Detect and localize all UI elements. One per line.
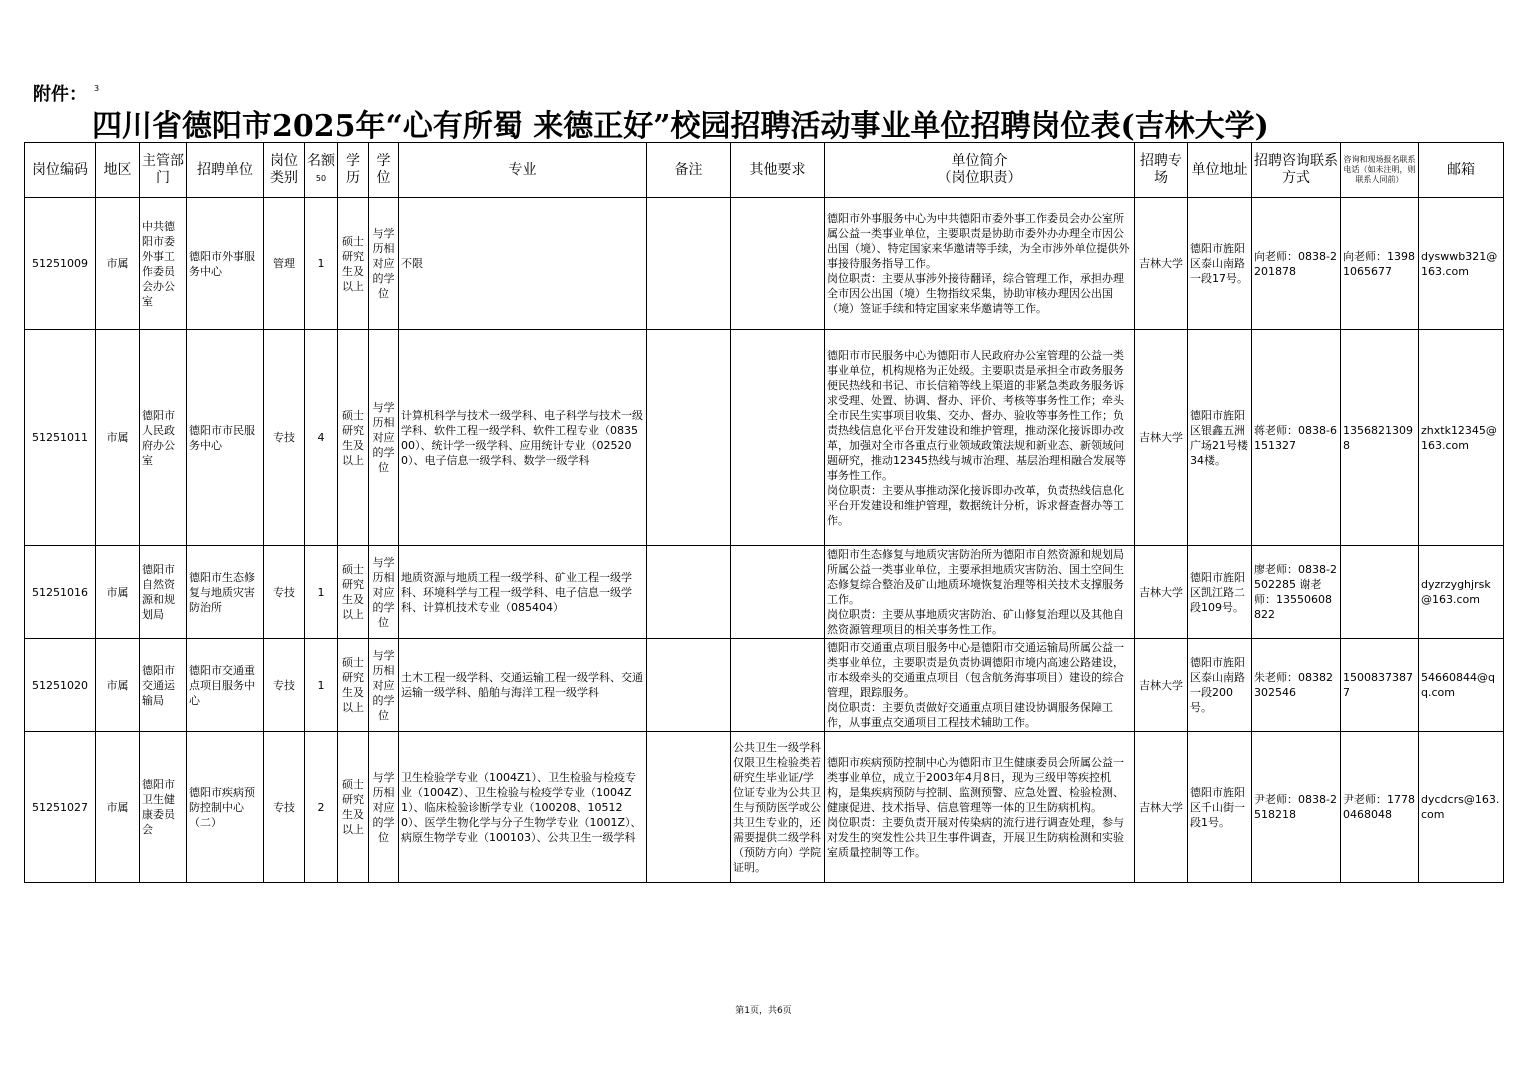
cell-edu: 硕士研究生及以上 (338, 546, 369, 639)
cell-contact: 向老师：0838-2201878 (1252, 198, 1341, 330)
header-quota-label: 名额 (307, 153, 335, 169)
cell-venue: 吉林大学 (1135, 732, 1188, 883)
cell-code: 51251009 (25, 198, 96, 330)
cell-unit: 德阳市生态修复与地质灾害防治所 (187, 546, 264, 639)
header-contact: 招聘咨询联系方式 (1252, 143, 1341, 198)
cell-type: 专技 (264, 639, 305, 732)
cell-major: 计算机科学与技术一级学科、电子科学与技术一级学科、软件工程一级学科、软件工程专业（083500）、统计学一级学科、应用统计专业（025200）、电子信息一级学科、数学一级学科 (399, 330, 647, 546)
header-remark: 备注 (647, 143, 731, 198)
document-title: 四川省德阳市2025年“心有所蜀 来德正好”校园招聘活动事业单位招聘岗位表(吉林大学) (92, 109, 1269, 144)
header-type: 岗位类别 (264, 143, 305, 198)
cell-other (731, 330, 825, 546)
cell-edu: 硕士研究生及以上 (338, 639, 369, 732)
cell-contact: 廖老师：0838-2502285 谢老师：13550608822 (1252, 546, 1341, 639)
cell-venue: 吉林大学 (1135, 546, 1188, 639)
cell-intro: 德阳市市民服务中心为德阳市人民政府办公室管理的公益一类事业单位，机构规格为正处级。主要职责是承担全市政务服务便民热线和书记、市长信箱等线上渠道的非紧急类政务服务诉求受理、处置、协调、督办、评价、考核等事务性工作；牵头全市民生实事项目收集、交办、督办、验收等事务性工作；负责热线信息化平台开发建设和维护管理，推动深化接诉即办改革，加强对全市各重点行业领域政策法规和新业态、新领域问题研究，推动12345热线与城市治理、基层治理相融合发展等事务性工作。 岗位职责：主要从事推动深化接诉即办改革，负责热线信息化平台开发建设和维护管理，数据统计分析，诉求督查督办等工作。 (825, 330, 1135, 546)
cell-quota: 1 (305, 198, 338, 330)
cell-degree: 与学历相对应的学位 (369, 198, 399, 330)
header-quota-total: 50 (315, 174, 327, 183)
cell-phone: 13568213098 (1341, 330, 1419, 546)
cell-unit: 德阳市疾病预防控制中心（二） (187, 732, 264, 883)
cell-other (731, 639, 825, 732)
cell-type: 管理 (264, 198, 305, 330)
cell-address: 德阳市旌阳区千山街一段1号。 (1188, 732, 1252, 883)
cell-venue: 吉林大学 (1135, 639, 1188, 732)
table-row (25, 546, 1504, 639)
header-dept: 主管部门 (140, 143, 187, 198)
cell-intro: 德阳市外事服务中心为中共德阳市委外事工作委员会办公室所属公益一类事业单位，主要职责是协助市委外办办理全市因公出国（境）、特定国家来华邀请等手续，为全市涉外单位提供外事接待服务指导工作。 岗位职责：主要从事涉外接待翻译，综合管理工作，承担办理全市因公出国（境）生物指纹采集，协助审核办理因公出国（境）签证手续和特定国家来华邀请等工作。 (825, 198, 1135, 330)
cell-remark (647, 330, 731, 546)
cell-other (731, 198, 825, 330)
header-other: 其他要求 (731, 143, 825, 198)
cell-email: dyswwb321@163.com (1419, 198, 1504, 330)
cell-quota: 4 (305, 330, 338, 546)
cell-code: 51251020 (25, 639, 96, 732)
header-venue: 招聘专场 (1135, 143, 1188, 198)
cell-major: 不限 (399, 198, 647, 330)
header-degree: 学位 (369, 143, 399, 198)
cell-edu: 硕士研究生及以上 (338, 198, 369, 330)
cell-degree: 与学历相对应的学位 (369, 330, 399, 546)
header-region: 地区 (96, 143, 140, 198)
header-row (25, 143, 1504, 198)
cell-address: 德阳市旌阳区泰山南路一段17号。 (1188, 198, 1252, 330)
page-mark: 3 (94, 84, 100, 93)
header-address: 单位地址 (1188, 143, 1252, 198)
header-intro (825, 143, 1135, 198)
cell-quota: 1 (305, 639, 338, 732)
header-edu: 学历 (338, 143, 369, 198)
cell-phone (1341, 546, 1419, 639)
cell-email: dyzrzyghjrsk@163.com (1419, 546, 1504, 639)
cell-edu: 硕士研究生及以上 (338, 330, 369, 546)
positions-table (24, 142, 1504, 883)
cell-unit: 德阳市外事服务中心 (187, 198, 264, 330)
cell-degree: 与学历相对应的学位 (369, 639, 399, 732)
cell-major: 卫生检验学专业（1004Z1）、卫生检验与检疫专业（1004Z）、卫生检验与检疫学专业（1004Z1）、临床检验诊断学专业（100208、105120）、医学生物化学与分子生物学专业（1001Z）、病原生物学专业（100103）、公共卫生一级学科 (399, 732, 647, 883)
cell-remark (647, 198, 731, 330)
cell-region: 市属 (96, 198, 140, 330)
header-email: 邮箱 (1419, 143, 1504, 198)
cell-degree: 与学历相对应的学位 (369, 546, 399, 639)
cell-code: 51251011 (25, 330, 96, 546)
table-row (25, 330, 1504, 546)
header-code: 岗位编码 (25, 143, 96, 198)
cell-contact: 蒋老师：0838-6151327 (1252, 330, 1341, 546)
cell-dept: 中共德阳市委外事工作委员会办公室 (140, 198, 187, 330)
cell-remark (647, 732, 731, 883)
cell-unit: 德阳市市民服务中心 (187, 330, 264, 546)
cell-address: 德阳市旌阳区银鑫五洲广场21号楼34楼。 (1188, 330, 1252, 546)
cell-dept: 德阳市自然资源和规划局 (140, 546, 187, 639)
header-intro-sub: （岗位职责） (937, 170, 1022, 186)
cell-intro: 德阳市疾病预防控制中心为德阳市卫生健康委员会所属公益一类事业单位，成立于2003年4月8日，现为三级甲等疾控机构，是集疾病预防与控制、监测预警、应急处置、检验检测、健康促进、技术指导、信息管理等一体的卫生防病机构。 岗位职责：主要负责开展对传染病的流行进行调查处理，参与对发生的突发性公共卫生事件调查，开展卫生防病检测和实验室质量控制等工作。 (825, 732, 1135, 883)
cell-remark (647, 639, 731, 732)
cell-code: 51251027 (25, 732, 96, 883)
cell-intro: 德阳市交通重点项目服务中心是德阳市交通运输局所属公益一类事业单位，主要职责是负责协调德阳市境内高速公路建设，市本级牵头的交通重点项目（包含航务海事项目）建设的综合管理，跟踪服务。 岗位职责：主要负责做好交通重点项目建设协调服务保障工作，从事重点交通项目工程技术辅助工作。 (825, 639, 1135, 732)
cell-quota: 1 (305, 546, 338, 639)
cell-address: 德阳市旌阳区凯江路二段109号。 (1188, 546, 1252, 639)
cell-region: 市属 (96, 546, 140, 639)
cell-venue: 吉林大学 (1135, 198, 1188, 330)
cell-address: 德阳市旌阳区泰山南路一段200号。 (1188, 639, 1252, 732)
cell-email: dycdcrs@163.com (1419, 732, 1504, 883)
cell-region: 市属 (96, 330, 140, 546)
cell-type: 专技 (264, 330, 305, 546)
cell-major: 地质资源与地质工程一级学科、矿业工程一级学科、环境科学与工程一级学科、电子信息一级学科、计算机技术专业（085404） (399, 546, 647, 639)
cell-quota: 2 (305, 732, 338, 883)
cell-type: 专技 (264, 546, 305, 639)
cell-major: 土木工程一级学科、交通运输工程一级学科、交通运输一级学科、船舶与海洋工程一级学科 (399, 639, 647, 732)
cell-phone: 向老师：13981065677 (1341, 198, 1419, 330)
cell-edu: 硕士研究生及以上 (338, 732, 369, 883)
cell-contact: 朱老师：08382302546 (1252, 639, 1341, 732)
cell-dept: 德阳市交通运输局 (140, 639, 187, 732)
cell-intro: 德阳市生态修复与地质灾害防治所为德阳市自然资源和规划局所属公益一类事业单位，主要承担地质灾害防治、国土空间生态修复综合整治及矿山地质环境恢复治理等相关技术支撑服务工作。 岗位职责：主要从事地质灾害防治、矿山修复治理以及其他自然资源管理项目的相关事务性工作。 (825, 546, 1135, 639)
attachment-label: 附件： (33, 84, 87, 105)
cell-remark (647, 546, 731, 639)
cell-dept: 德阳市卫生健康委员会 (140, 732, 187, 883)
cell-code: 51251016 (25, 546, 96, 639)
cell-contact: 尹老师：0838-2518218 (1252, 732, 1341, 883)
cell-type: 专技 (264, 732, 305, 883)
header-unit: 招聘单位 (187, 143, 264, 198)
table-row (25, 732, 1504, 883)
cell-region: 市属 (96, 732, 140, 883)
cell-phone: 15008373877 (1341, 639, 1419, 732)
cell-venue: 吉林大学 (1135, 330, 1188, 546)
header-quota (305, 143, 338, 198)
cell-email: 54660844@qq.com (1419, 639, 1504, 732)
table-row (25, 639, 1504, 732)
cell-unit: 德阳市交通重点项目服务中心 (187, 639, 264, 732)
cell-other (731, 546, 825, 639)
header-intro-label: 单位简介 (951, 153, 1008, 169)
header-phone: 咨询和现场报名联系电话（如未注明，则联系人同前） (1341, 143, 1419, 198)
header-major: 专业 (399, 143, 647, 198)
cell-region: 市属 (96, 639, 140, 732)
cell-dept: 德阳市人民政府办公室 (140, 330, 187, 546)
cell-other: 公共卫生一级学科仅限卫生检验类若研究生毕业证/学位证专业为公共卫生与预防医学或公共卫生专业的，还需要提供二级学科（预防方向）学院证明。 (731, 732, 825, 883)
table-row (25, 198, 1504, 330)
cell-phone: 尹老师：17780468048 (1341, 732, 1419, 883)
cell-email: zhxtk12345@163.com (1419, 330, 1504, 546)
cell-degree: 与学历相对应的学位 (369, 732, 399, 883)
page-footer: 第1页，共6页 (735, 1006, 792, 1016)
